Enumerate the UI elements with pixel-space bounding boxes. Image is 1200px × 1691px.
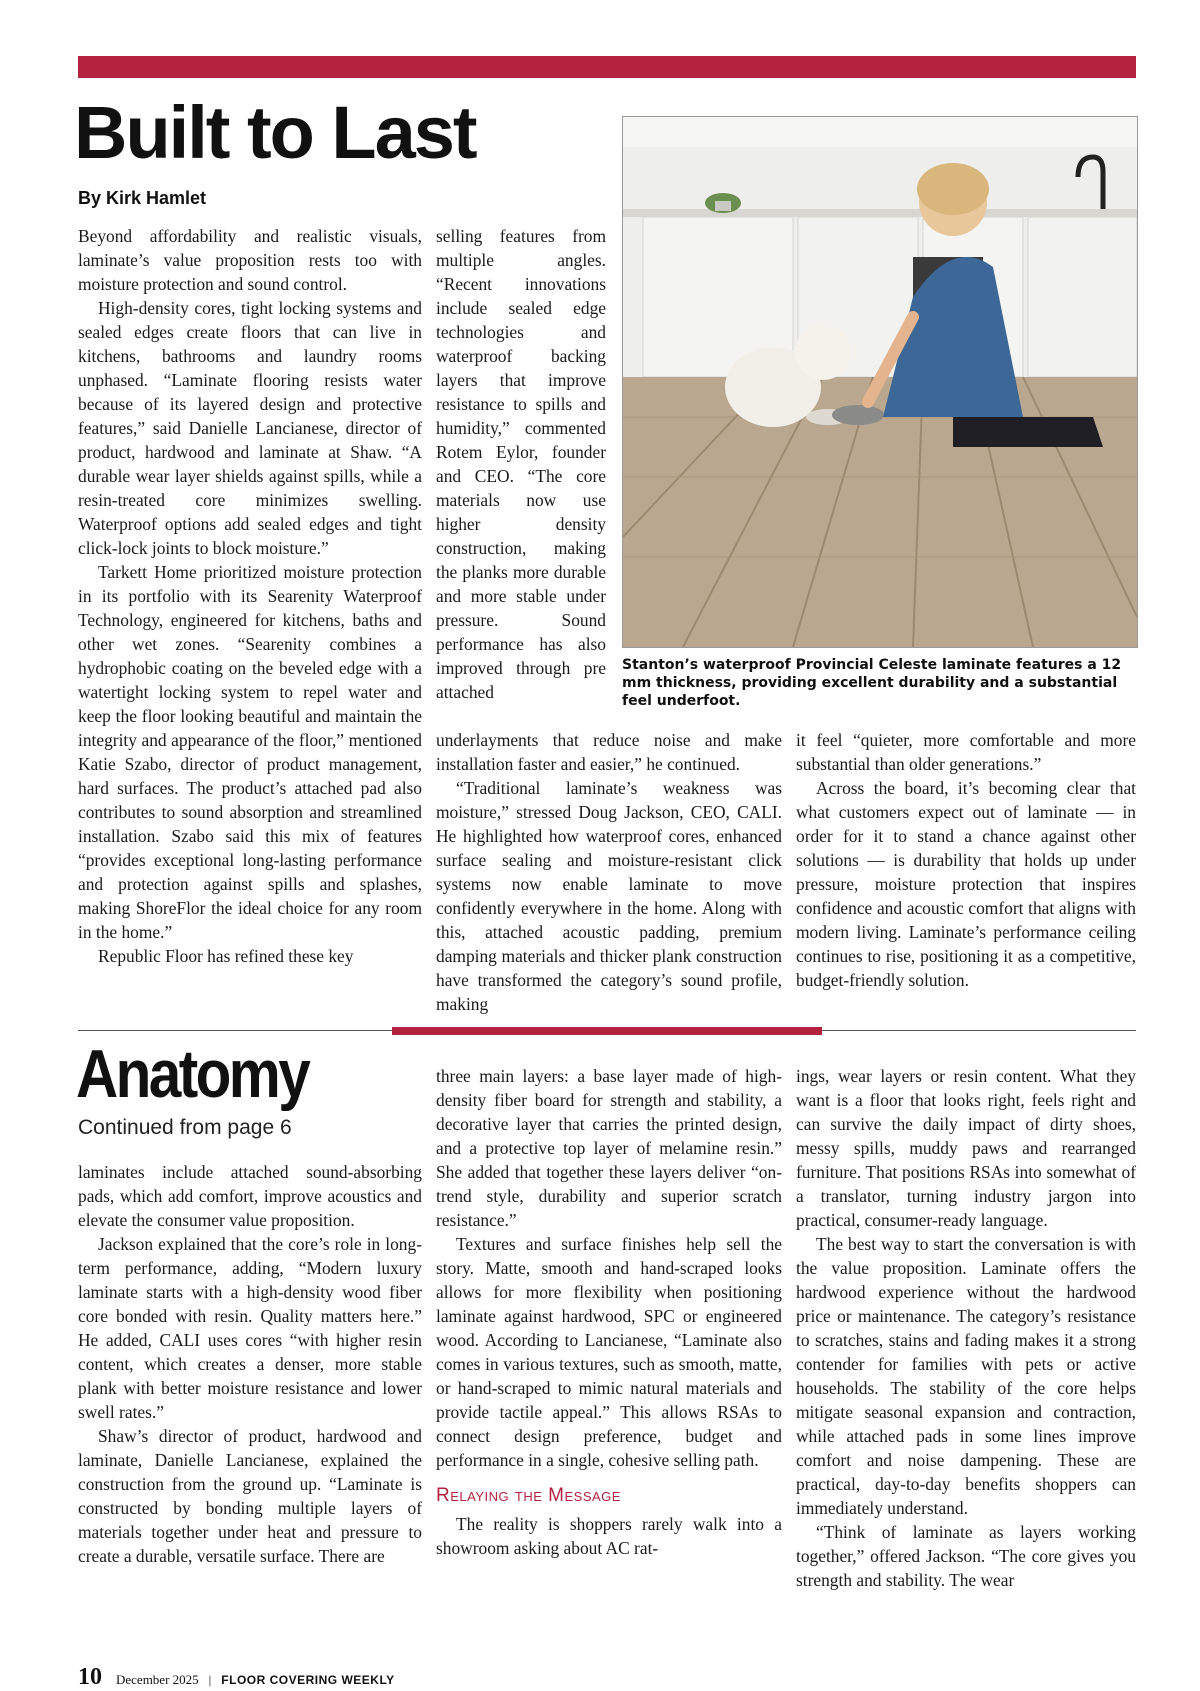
- anatomy-column-1: [78, 1160, 422, 1568]
- paragraph: it feel “quieter, more comfortable and more substantial than older generations.”: [796, 730, 1136, 774]
- paragraph: Tarkett Home prioritized moisture protection in its portfolio with its Searenity Waterproof Technology, engineered for kitchens, baths and other wet zones. “Searenity combines a hydrophobic coating on the beveled edge with a watertight locking system to repel water and keep the floor looking beautiful and maintain the integrity and appearance of the floor,” mentioned Katie Szabo, director of product management, hard surfaces. The product’s attached pad also contributes to sound absorption and streamlined installation. Szabo said this mix of features “provides exceptional long-lasting performance and protection against spills and splashes, making ShoreFlor the ideal choice for any room in the home.”: [78, 562, 422, 942]
- paragraph: Republic Floor has refined these key: [98, 946, 354, 966]
- paragraph: The best way to start the conversation is with the value proposition. Laminate offers the hardwood experience without the hardwood price or maintenance. The category’s resistance to scratches, stains and fading makes it a strong contender for families with pets or active households. The stability of the core helps mitigate seasonal expansion and contraction, while attached pads in some lines improve comfort and noise dampening. These are practical, day-to-day benefits shoppers can immediately understand.: [796, 1234, 1136, 1518]
- paragraph: Shaw’s director of product, hardwood and laminate, Danielle Lancianese, explained the construction from the ground up. “Laminate is constructed by bonding multiple layers of materials together under heat and pressure to create a durable, versatile surface. There are: [78, 1426, 422, 1566]
- article-column-2-wide: [436, 728, 782, 1016]
- paragraph: three main layers: a base layer made of high-density fiber board for strength and stability, a decorative layer that carries the printed design, and a protective top layer of melamine resin.” She added that together these layers deliver “on-trend style, durability and superior scratch resistance.”: [436, 1066, 782, 1230]
- article-column-1: [78, 224, 422, 968]
- top-accent-bar: [78, 56, 1136, 78]
- anatomy-column-3: [796, 1064, 1136, 1592]
- page-footer: [78, 1664, 395, 1691]
- anatomy-column-2: [436, 1064, 782, 1560]
- paragraph: Textures and surface finishes help sell the story. Matte, smooth and hand-scraped looks allows for more flexibility when positioning laminate against hardwood, SPC or engineered wood. According to Lancianese, “Laminate also comes in various textures, such as smooth, matte, or hand-scraped to mimic natural materials and provide tactile appeal.” This allows RSAs to connect design preference, budget and performance in a single, cohesive selling path.: [436, 1234, 782, 1470]
- anatomy-title: Anatomy: [76, 1036, 309, 1112]
- article-photo: [622, 116, 1138, 648]
- article-column-2-narrow: [436, 224, 606, 704]
- paragraph: Beyond affordability and realistic visuals, laminate’s value proposition rests too with moisture protection and sound control.: [78, 226, 422, 294]
- divider-accent-bar: [392, 1027, 822, 1035]
- paragraph: laminates include attached sound-absorbing pads, which add comfort, improve acoustics and elevate the consumer value proposition.: [78, 1162, 422, 1230]
- section-subhead: Relaying the Message: [436, 1485, 621, 1506]
- article-title: Built to Last: [74, 91, 476, 174]
- paragraph: Across the board, it’s becoming clear that what customers expect out of laminate — in order for it to stand a chance against other solutions — is durability that holds up under pressure, moisture protection that inspires confidence and acoustic comfort that aligns with modern living. Laminate’s performance ceiling continues to rise, positioning it as a competitive, budget-friendly solution.: [796, 778, 1136, 990]
- photo-illustration: [623, 117, 1137, 647]
- paragraph: selling features from multiple angles. “Recent innovations include sealed edge technologies and waterproof backing layers that improve resistance to spills and humidity,” commented Rotem Eylor, founder and CEO. “The core materials now use higher density construction, making the planks more durable and more stable under pressure. Sound performance has also improved through pre attached: [436, 226, 606, 702]
- paragraph: underlayments that reduce noise and make installation faster and easier,” he continued.: [436, 730, 782, 774]
- paragraph: Jackson explained that the core’s role in long-term performance, adding, “Modern luxury laminate starts with a high-density wood fiber core bonded with resin. Quality matters here.” He added, CALI uses cores “with higher resin content, which creates a denser, more stable plank with better moisture resistance and lower swell rates.”: [78, 1234, 422, 1422]
- paragraph: High-density cores, tight locking systems and sealed edges create floors that can live in kitchens, bathrooms and laundry rooms unphased. “Laminate flooring resists water because of its layered design and protective features,” said Danielle Lancianese, director of product, hardwood and laminate at Shaw. “A durable wear layer shields against spills, while a resin-treated core minimizes swelling. Waterproof options add sealed edges and tight click-lock joints to block moisture.”: [78, 298, 422, 558]
- byline: By Kirk Hamlet: [78, 188, 207, 208]
- footer-separator: |: [208, 1672, 212, 1687]
- issue-date: December 2025: [116, 1672, 199, 1687]
- paragraph: “Traditional laminate’s weakness was moisture,” stressed Doug Jackson, CEO, CALI. He highlighted how waterproof cores, enhanced surface sealing and moisture-resistant click systems now enable laminate to move confidently everywhere in the home. Along with this, attached acoustic padding, premium damping materials and thicker plank construction have transformed the category’s sound profile, making: [436, 778, 782, 1014]
- paragraph: ings, wear layers or resin content. What they want is a floor that looks right, feels right and can survive the daily impact of dirty shoes, messy spills, muddy paws and rearranged furniture. That positions RSAs into somewhat of a translator, turning industry jargon into practical, consumer-ready language.: [796, 1066, 1136, 1230]
- photo-caption: Stanton’s waterproof Provincial Celeste laminate features a 12 mm thickness, providing excellent durability and a substantial feel underfoot.: [622, 657, 1122, 709]
- paragraph: “Think of laminate as layers working together,” offered Jackson. “The core gives you strength and stability. The wear: [796, 1522, 1136, 1590]
- publication-name: FLOOR COVERING WEEKLY: [221, 1673, 395, 1687]
- continued-from-label: Continued from page 6: [78, 1116, 292, 1139]
- paragraph: The reality is shoppers rarely walk into a showroom asking about AC rat-: [436, 1514, 782, 1558]
- page-number: 10: [78, 1664, 102, 1690]
- article-column-3: [796, 728, 1136, 992]
